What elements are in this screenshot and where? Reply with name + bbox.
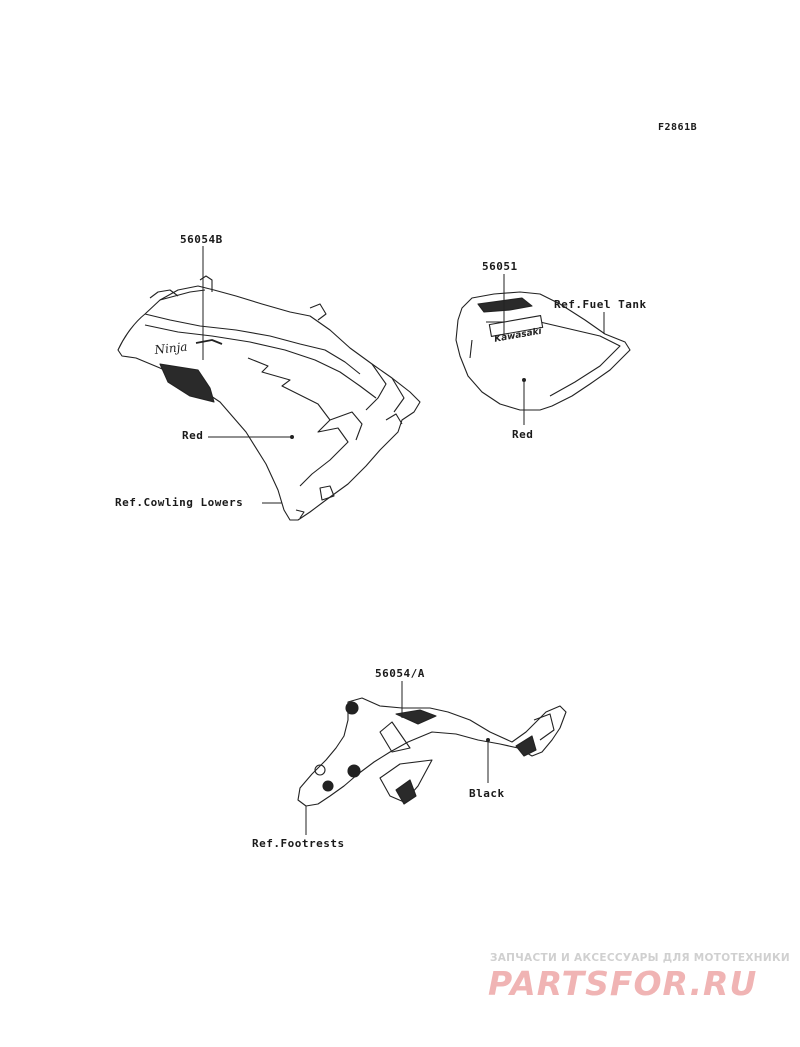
part-number-56054b[interactable]: 56054B <box>180 233 223 246</box>
kawasaki-decal-text: Kawasaki <box>493 326 543 345</box>
part-number-56054a[interactable]: 56054/A <box>375 667 425 680</box>
watermark-tagline: ЗАПЧАСТИ И АКСЕССУАРЫ ДЛЯ МОТОТЕХНИКИ <box>490 952 790 964</box>
figure-code: F2861B <box>658 122 698 133</box>
cowling-lower-illustration <box>118 276 420 520</box>
ref-label-footrests: Ref.Footrests <box>252 837 345 850</box>
color-label-red-tank: Red <box>512 428 534 441</box>
fuel-tank-decal-illustration <box>456 292 630 410</box>
color-label-black: Black <box>469 787 505 800</box>
color-label-red-cowl: Red <box>182 429 204 442</box>
part-number-56051[interactable]: 56051 <box>482 260 518 273</box>
watermark-logo: PARTSFOR.RU <box>488 964 758 1003</box>
ninja-decal-text: Ninja <box>153 339 189 357</box>
ref-label-cowling-lowers: Ref.Cowling Lowers <box>115 496 244 509</box>
footrest-bracket-illustration <box>298 698 566 806</box>
ref-label-fuel-tank: Ref.Fuel Tank <box>554 298 647 311</box>
